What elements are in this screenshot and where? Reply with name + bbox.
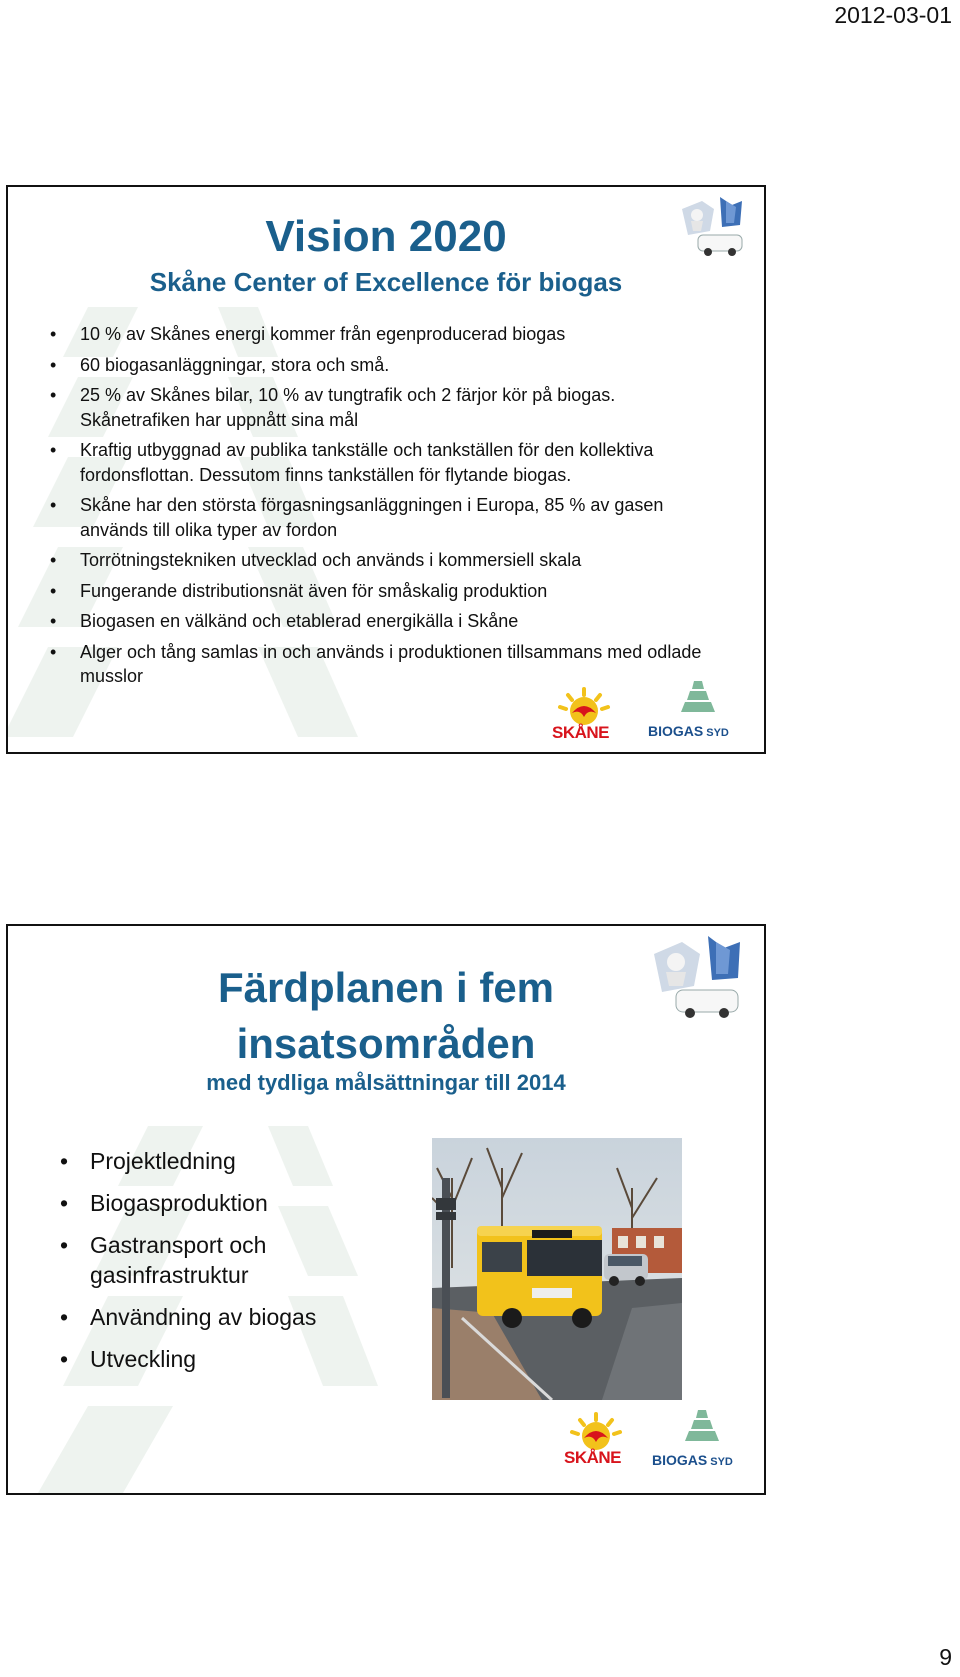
slide-subtitle: Skåne Center of Excellence för biogas [149, 267, 623, 297]
region-skane-logo [552, 687, 616, 742]
region-skane-wordmark: SKÅNE [564, 1448, 622, 1467]
header-date: 2012-03-01 [834, 2, 952, 28]
list-item: • Skåne har den största förgasningsanläggningen i Europa, 85 % av gasen används till olika typer av fordon [40, 493, 710, 542]
bullet-list [40, 322, 710, 695]
bullet-list [54, 1146, 384, 1386]
list-item: • Gastransport och gasinfrastruktur [54, 1230, 384, 1290]
slide-fardplanen [6, 924, 766, 1495]
list-item: • Biogasen en välkänd och etablerad energikälla i Skåne [40, 609, 710, 634]
list-item: • Torrötningstekniken utvecklad och används i kommersiell skala [40, 548, 710, 573]
list-item: • Alger och tång samlas in och används i produktionen tillsammans med odlade musslor [40, 640, 710, 689]
biogas-syd-label: SYD [706, 727, 729, 739]
list-item: • 25 % av Skånes bilar, 10 % av tungtrafik och 2 färjor kör på biogas. Skånetrafiken har uppnått sina mål [40, 383, 710, 432]
region-skane-logo [564, 1412, 628, 1467]
slide-subtitle: med tydliga målsättningar till 2014 [206, 1070, 566, 1095]
list-item: • Biogasproduktion [54, 1188, 384, 1218]
slide-title: Vision 2020 [265, 212, 507, 261]
list-item: • 10 % av Skånes energi kommer från egenproducerad biogas [40, 322, 710, 347]
list-item: • Fungerande distributionsnät även för småskalig produktion [40, 579, 710, 604]
slide-title-line: Färdplanen i fem [217, 964, 555, 1011]
biogas-syd-label: SYD [710, 1456, 733, 1468]
biogas-wordmark [652, 1452, 733, 1468]
list-item: • 60 biogasanläggningar, stora och små. [40, 353, 710, 378]
region-skane-wordmark: SKÅNE [552, 723, 610, 742]
list-item: • Utveckling [54, 1344, 384, 1374]
list-item: • Kraftig utbyggnad av publika tankställe och tankställen för den kollektiva fordonsflottan. Dessutom finns tankställen för flytande biogas. [40, 438, 710, 487]
biogas-wordmark [648, 723, 729, 739]
slide-vision-2020 [6, 185, 766, 754]
biogas-syd-logo [648, 681, 744, 739]
biogas-syd-logo [652, 1410, 748, 1468]
bus-photo [432, 1138, 682, 1400]
slide-title [8, 960, 764, 1072]
list-item: • Användning av biogas [54, 1302, 384, 1332]
slide-title-line: insatsområden [236, 1020, 536, 1067]
list-item: • Projektledning [54, 1146, 384, 1176]
page-number: 9 [939, 1644, 952, 1670]
biogas-label: BIOGAS [648, 723, 704, 739]
biogas-label: BIOGAS [652, 1452, 708, 1468]
